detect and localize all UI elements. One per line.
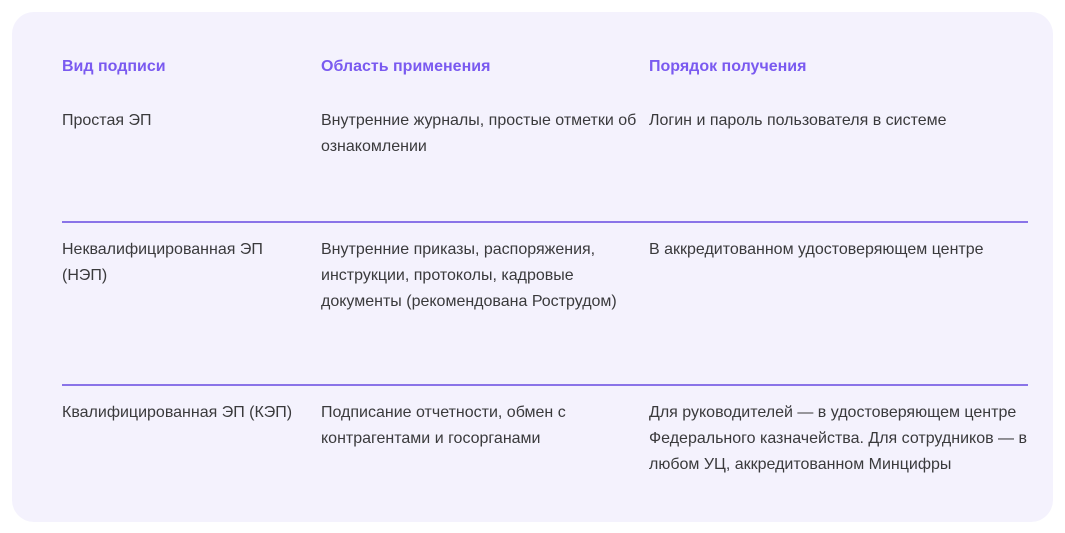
cell-scope: Внутренние приказы, распоряжения, инструкции, протоколы, кадровые документы (рекомендована Рострудом) <box>321 241 617 310</box>
cell-scope: Подписание отчетности, обмен с контрагентами и госорганами <box>321 404 566 447</box>
table-row <box>62 386 1028 478</box>
signature-types-card <box>12 12 1053 522</box>
signature-types-table <box>62 52 1028 478</box>
cell-signature-type: Неквалифицированная ЭП (НЭП) <box>62 241 263 284</box>
table-row <box>62 223 1028 384</box>
table-header-row <box>62 52 1028 102</box>
column-header-scope: Область применения <box>321 58 491 75</box>
cell-signature-type: Квалифицированная ЭП (КЭП) <box>62 404 293 421</box>
cell-signature-type: Простая ЭП <box>62 112 152 129</box>
table-row <box>62 102 1028 221</box>
cell-obtain: Для руководителей — в удостоверяющем центре Федерального казначейства. Для сотрудников — в любом УЦ, аккредитованном Минцифры <box>649 404 1027 473</box>
cell-scope: Внутренние журналы, простые отметки об ознакомлении <box>321 112 637 155</box>
cell-obtain: В аккредитованном удостоверяющем центре <box>649 241 984 258</box>
cell-obtain: Логин и пароль пользователя в системе <box>649 112 947 129</box>
column-header-type: Вид подписи <box>62 58 166 75</box>
column-header-obtain: Порядок получения <box>649 58 807 75</box>
